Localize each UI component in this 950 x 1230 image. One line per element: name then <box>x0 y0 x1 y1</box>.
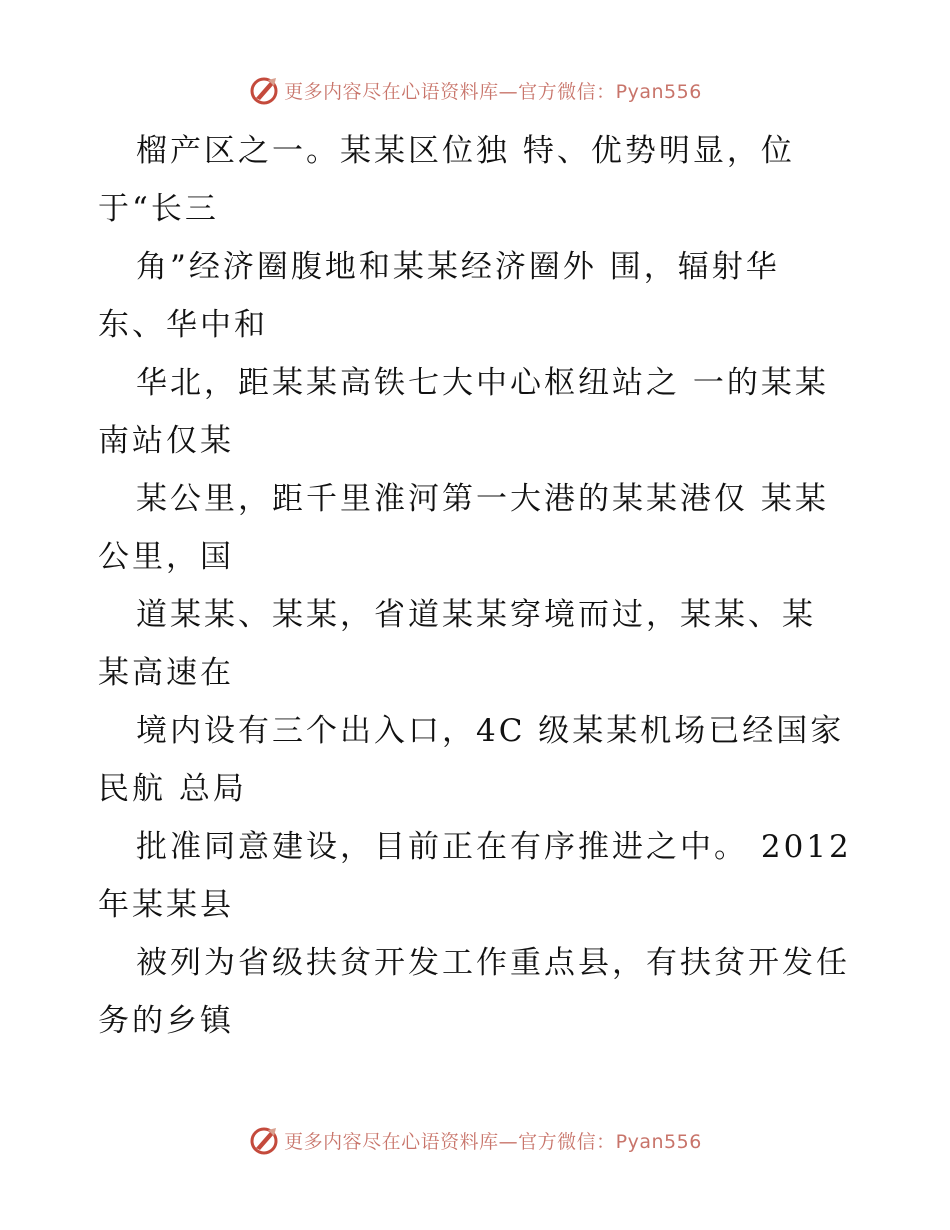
footer-watermark <box>0 1123 950 1157</box>
text-line: 年某某县 <box>98 887 234 923</box>
text-line: 民航 总局 <box>98 771 247 807</box>
text-line: 角”经济圈腹地和某某经济圈外 围，辐射华 <box>136 249 780 285</box>
text-line: 于“长三 <box>98 191 219 227</box>
quill-seal-icon <box>248 74 280 106</box>
text-line: 道某某、某某，省道某某穿境而过，某某、某 <box>136 597 816 633</box>
text-line: 境内设有三个出入口，4C 级某某机场已经国家 <box>136 713 845 749</box>
text-line: 公里，国 <box>98 539 234 575</box>
text-line: 某公里，距千里淮河第一大港的某某港仅 某某 <box>136 481 829 517</box>
text-line: 被列为省级扶贫开发工作重点县，有扶贫开发任 <box>136 945 850 981</box>
text-line: 榴产区之一。某某区位独 特、优势明显，位 <box>136 133 795 169</box>
text-line: 华北，距某某高铁七大中心枢纽站之 一的某某 <box>136 365 829 401</box>
document-body <box>98 122 878 1050</box>
text-line: 某高速在 <box>98 655 234 691</box>
quill-seal-icon <box>248 1124 280 1156</box>
header-watermark <box>0 73 950 107</box>
watermark-text: 更多内容尽在心语资料库—官方微信：Pyan556 <box>284 80 702 103</box>
text-line: 东、华中和 <box>98 307 268 343</box>
watermark-text: 更多内容尽在心语资料库—官方微信：Pyan556 <box>284 1130 702 1153</box>
text-line: 批准同意建设，目前正在有序推进之中。 2012 <box>136 829 852 865</box>
text-line: 南站仅某 <box>98 423 234 459</box>
text-line: 务的乡镇 <box>98 1003 234 1039</box>
